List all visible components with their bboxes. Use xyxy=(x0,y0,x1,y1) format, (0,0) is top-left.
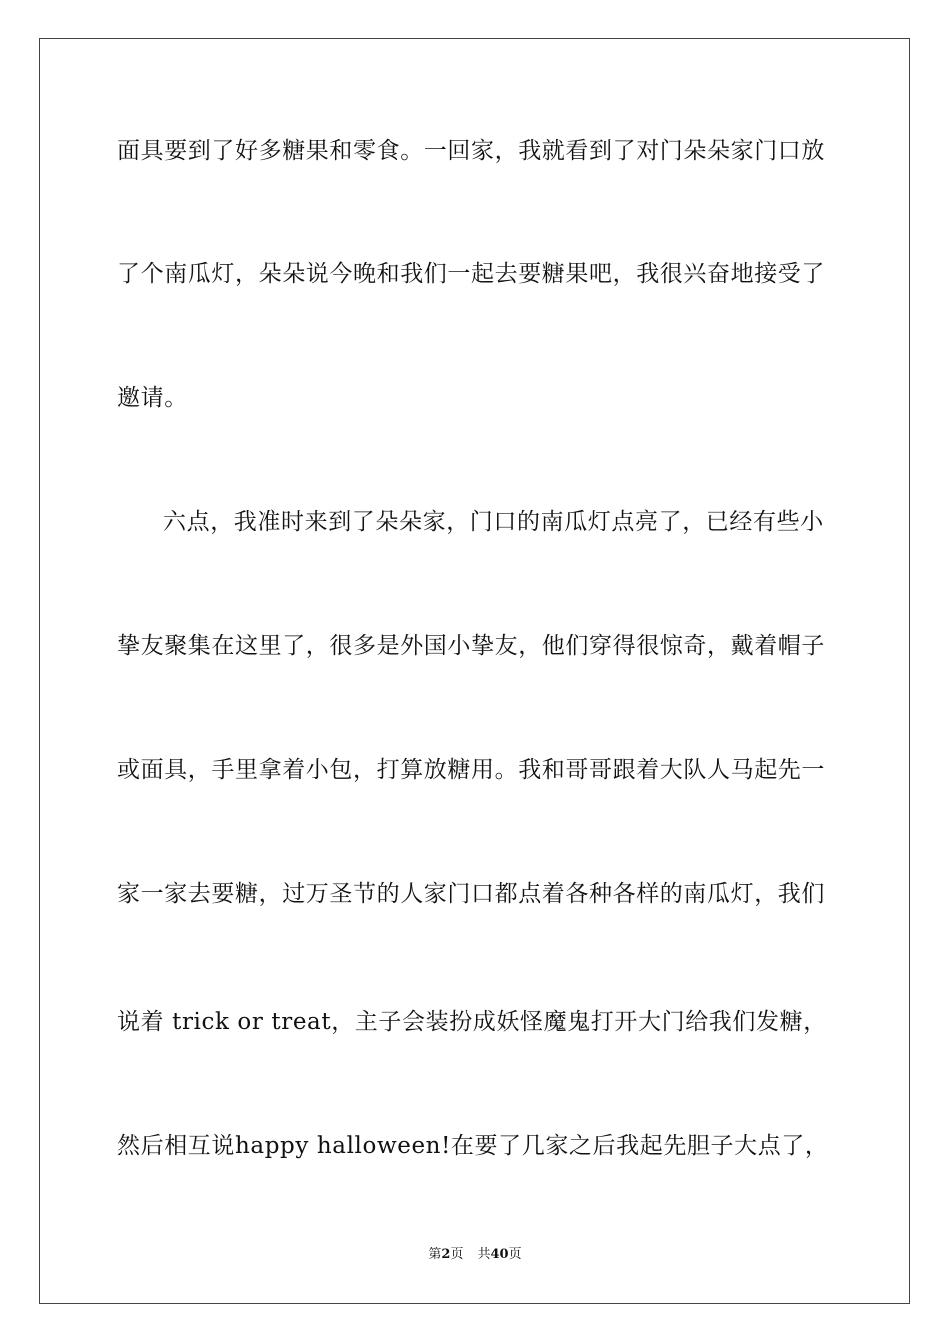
total-pages: 40 xyxy=(490,1247,509,1262)
text-line-2: 了个南瓜灯，朵朵说今晚和我们一起去要糖果吧，我很兴奋地接受了 xyxy=(117,261,825,287)
text-line-9: 然后相互说happy halloween!在要了几家之后我起先胆子大点了， xyxy=(117,1133,829,1159)
page-footer xyxy=(0,1246,950,1264)
page-number: 2 xyxy=(441,1247,451,1262)
text-line-8: 说着 trick or treat，主子会装扮成妖怪魔鬼打开大门给我们发糖， xyxy=(117,1009,827,1035)
text-line-7: 家一家去要糖，过万圣节的人家门口都点着各种各样的南瓜灯，我们 xyxy=(117,881,825,907)
total-suffix: 页 xyxy=(508,1247,522,1262)
text-line-1: 面具要到了好多糖果和零食。一回家，我就看到了对门朵朵家门口放 xyxy=(117,138,825,164)
page-border xyxy=(39,38,910,1304)
text-line-4: 六点，我准时来到了朵朵家，门口的南瓜灯点亮了，已经有些小 xyxy=(163,509,824,535)
text-line-6: 或面具，手里拿着小包，打算放糖用。我和哥哥跟着大队人马起先一 xyxy=(117,757,825,783)
text-line-5: 挚友聚集在这里了，很多是外国小挚友，他们穿得很惊奇，戴着帽子 xyxy=(117,633,825,659)
text-line-3: 邀请。 xyxy=(117,385,188,411)
page-prefix: 第 xyxy=(428,1247,442,1262)
page-suffix: 页 xyxy=(450,1247,464,1262)
total-prefix: 共 xyxy=(477,1247,491,1262)
